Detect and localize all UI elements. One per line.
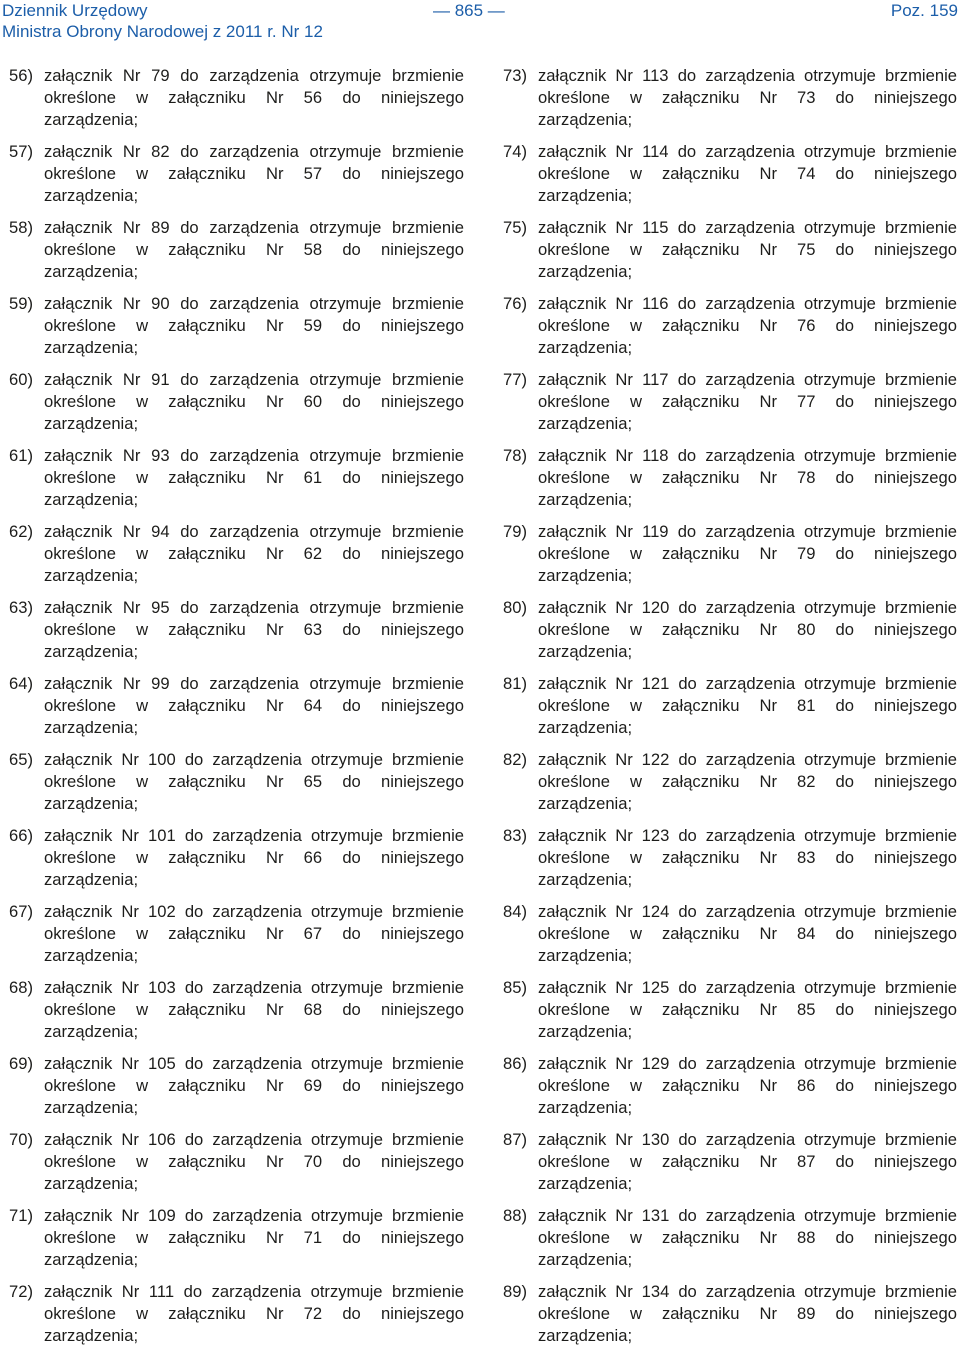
position-number: Poz. 159 [890, 1, 958, 20]
item-number: 64) [9, 674, 33, 693]
item-number: 89) [503, 1282, 527, 1301]
list-item [9, 597, 464, 663]
list-item [9, 673, 464, 739]
item-text: załącznik Nr 113 do zarządzenia otrzymuje brzmienie określone w załączniku Nr 73 do niniejszego zarządzenia; [538, 66, 957, 129]
list-item [9, 1281, 464, 1347]
item-number: 84) [503, 902, 527, 921]
list-item [503, 597, 957, 663]
item-text: załącznik Nr 114 do zarządzenia otrzymuje brzmienie określone w załączniku Nr 74 do niniejszego zarządzenia; [538, 142, 957, 205]
list-item [9, 65, 464, 131]
list-item [9, 1129, 464, 1195]
item-number: 76) [503, 294, 527, 313]
item-text: załącznik Nr 122 do zarządzenia otrzymuje brzmienie określone w załączniku Nr 82 do niniejszego zarządzenia; [538, 750, 957, 813]
list-item [503, 445, 957, 511]
item-text: załącznik Nr 94 do zarządzenia otrzymuje brzmienie określone w załączniku Nr 62 do niniejszego zarządzenia; [44, 522, 464, 585]
item-number: 66) [9, 826, 33, 845]
item-text: załącznik Nr 102 do zarządzenia otrzymuje brzmienie określone w załączniku Nr 67 do niniejszego zarządzenia; [44, 902, 464, 965]
list-item [9, 825, 464, 891]
item-number: 68) [9, 978, 33, 997]
list-item [9, 901, 464, 967]
item-number: 88) [503, 1206, 527, 1225]
list-item [503, 217, 957, 283]
item-text: załącznik Nr 89 do zarządzenia otrzymuje brzmienie określone w załączniku Nr 58 do niniejszego zarządzenia; [44, 218, 464, 281]
item-number: 80) [503, 598, 527, 617]
item-number: 83) [503, 826, 527, 845]
ministry-issue: Ministra Obrony Narodowej z 2011 r. Nr 12 [2, 22, 323, 41]
list-item [9, 141, 464, 207]
list-item [503, 1281, 957, 1347]
list-item [503, 369, 957, 435]
right-column [503, 65, 957, 1357]
journal-title: Dziennik Urzędowy [2, 1, 148, 20]
item-number: 78) [503, 446, 527, 465]
list-item [503, 825, 957, 891]
list-item [9, 521, 464, 587]
item-number: 75) [503, 218, 527, 237]
item-text: załącznik Nr 91 do zarządzenia otrzymuje brzmienie określone w załączniku Nr 60 do niniejszego zarządzenia; [44, 370, 464, 433]
item-text: załącznik Nr 95 do zarządzenia otrzymuje brzmienie określone w załączniku Nr 63 do niniejszego zarządzenia; [44, 598, 464, 661]
item-text: załącznik Nr 105 do zarządzenia otrzymuje brzmienie określone w załączniku Nr 69 do niniejszego zarządzenia; [44, 1054, 464, 1117]
item-number: 85) [503, 978, 527, 997]
item-text: załącznik Nr 99 do zarządzenia otrzymuje brzmienie określone w załączniku Nr 64 do niniejszego zarządzenia; [44, 674, 464, 737]
list-item [503, 1053, 957, 1119]
list-item [9, 293, 464, 359]
item-text: załącznik Nr 100 do zarządzenia otrzymuje brzmienie określone w załączniku Nr 65 do niniejszego zarządzenia; [44, 750, 464, 813]
item-text: załącznik Nr 119 do zarządzenia otrzymuje brzmienie określone w załączniku Nr 79 do niniejszego zarządzenia; [538, 522, 957, 585]
item-text: załącznik Nr 125 do zarządzenia otrzymuje brzmienie określone w załączniku Nr 85 do niniejszego zarządzenia; [538, 978, 957, 1041]
item-text: załącznik Nr 123 do zarządzenia otrzymuje brzmienie określone w załączniku Nr 83 do niniejszego zarządzenia; [538, 826, 957, 889]
item-text: załącznik Nr 111 do zarządzenia otrzymuje brzmienie określone w załączniku Nr 72 do niniejszego zarządzenia; [44, 1282, 464, 1345]
list-item [503, 1129, 957, 1195]
item-text: załącznik Nr 116 do zarządzenia otrzymuje brzmienie określone w załączniku Nr 76 do niniejszego zarządzenia; [538, 294, 957, 357]
item-number: 87) [503, 1130, 527, 1149]
item-number: 58) [9, 218, 33, 237]
item-number: 61) [9, 446, 33, 465]
item-number: 63) [9, 598, 33, 617]
item-text: załącznik Nr 79 do zarządzenia otrzymuje brzmienie określone w załączniku Nr 56 do niniejszego zarządzenia; [44, 66, 464, 129]
item-text: załącznik Nr 124 do zarządzenia otrzymuje brzmienie określone w załączniku Nr 84 do niniejszego zarządzenia; [538, 902, 957, 965]
item-text: załącznik Nr 130 do zarządzenia otrzymuje brzmienie określone w załączniku Nr 87 do niniejszego zarządzenia; [538, 1130, 957, 1193]
list-item [503, 65, 957, 131]
item-text: załącznik Nr 121 do zarządzenia otrzymuje brzmienie określone w załączniku Nr 81 do niniejszego zarządzenia; [538, 674, 957, 737]
list-item [503, 977, 957, 1043]
item-number: 79) [503, 522, 527, 541]
list-item [503, 141, 957, 207]
list-item [9, 369, 464, 435]
item-number: 60) [9, 370, 33, 389]
item-number: 69) [9, 1054, 33, 1073]
item-text: załącznik Nr 103 do zarządzenia otrzymuje brzmienie określone w załączniku Nr 68 do niniejszego zarządzenia; [44, 978, 464, 1041]
item-number: 77) [503, 370, 527, 389]
item-text: załącznik Nr 115 do zarządzenia otrzymuje brzmienie określone w załączniku Nr 75 do niniejszego zarządzenia; [538, 218, 957, 281]
item-number: 59) [9, 294, 33, 313]
list-item [503, 901, 957, 967]
item-text: załącznik Nr 120 do zarządzenia otrzymuje brzmienie określone w załączniku Nr 80 do niniejszego zarządzenia; [538, 598, 957, 661]
item-number: 56) [9, 66, 33, 85]
item-text: załącznik Nr 117 do zarządzenia otrzymuje brzmienie określone w załączniku Nr 77 do niniejszego zarządzenia; [538, 370, 957, 433]
left-column [9, 65, 464, 1357]
journal-title-block [2, 0, 323, 42]
item-number: 71) [9, 1206, 33, 1225]
list-item [503, 673, 957, 739]
item-text: załącznik Nr 134 do zarządzenia otrzymuje brzmienie określone w załączniku Nr 89 do niniejszego zarządzenia; [538, 1282, 957, 1345]
item-number: 70) [9, 1130, 33, 1149]
list-item [503, 521, 957, 587]
item-number: 73) [503, 66, 527, 85]
item-number: 74) [503, 142, 527, 161]
list-item [503, 1205, 957, 1271]
item-number: 72) [9, 1282, 33, 1301]
list-item [503, 293, 957, 359]
page-number: — 865 — [433, 1, 505, 20]
item-number: 82) [503, 750, 527, 769]
item-text: załącznik Nr 101 do zarządzenia otrzymuje brzmienie określone w załączniku Nr 66 do niniejszego zarządzenia; [44, 826, 464, 889]
list-item [9, 749, 464, 815]
item-text: załącznik Nr 106 do zarządzenia otrzymuje brzmienie określone w załączniku Nr 70 do niniejszego zarządzenia; [44, 1130, 464, 1193]
item-number: 81) [503, 674, 527, 693]
item-text: załącznik Nr 90 do zarządzenia otrzymuje brzmienie określone w załączniku Nr 59 do niniejszego zarządzenia; [44, 294, 464, 357]
item-number: 62) [9, 522, 33, 541]
item-text: załącznik Nr 131 do zarządzenia otrzymuje brzmienie określone w załączniku Nr 88 do niniejszego zarządzenia; [538, 1206, 957, 1269]
list-item [9, 445, 464, 511]
item-number: 67) [9, 902, 33, 921]
list-item [9, 217, 464, 283]
item-text: załącznik Nr 93 do zarządzenia otrzymuje brzmienie określone w załączniku Nr 61 do niniejszego zarządzenia; [44, 446, 464, 509]
item-text: załącznik Nr 109 do zarządzenia otrzymuje brzmienie określone w załączniku Nr 71 do niniejszego zarządzenia; [44, 1206, 464, 1269]
list-item [9, 1205, 464, 1271]
item-number: 86) [503, 1054, 527, 1073]
item-text: załącznik Nr 82 do zarządzenia otrzymuje brzmienie określone w załączniku Nr 57 do niniejszego zarządzenia; [44, 142, 464, 205]
item-text: załącznik Nr 129 do zarządzenia otrzymuje brzmienie określone w załączniku Nr 86 do niniejszego zarządzenia; [538, 1054, 957, 1117]
list-item [9, 977, 464, 1043]
item-text: załącznik Nr 118 do zarządzenia otrzymuje brzmienie określone w załączniku Nr 78 do niniejszego zarządzenia; [538, 446, 957, 509]
list-item [503, 749, 957, 815]
item-number: 57) [9, 142, 33, 161]
page-header [0, 0, 960, 42]
list-item [9, 1053, 464, 1119]
item-number: 65) [9, 750, 33, 769]
